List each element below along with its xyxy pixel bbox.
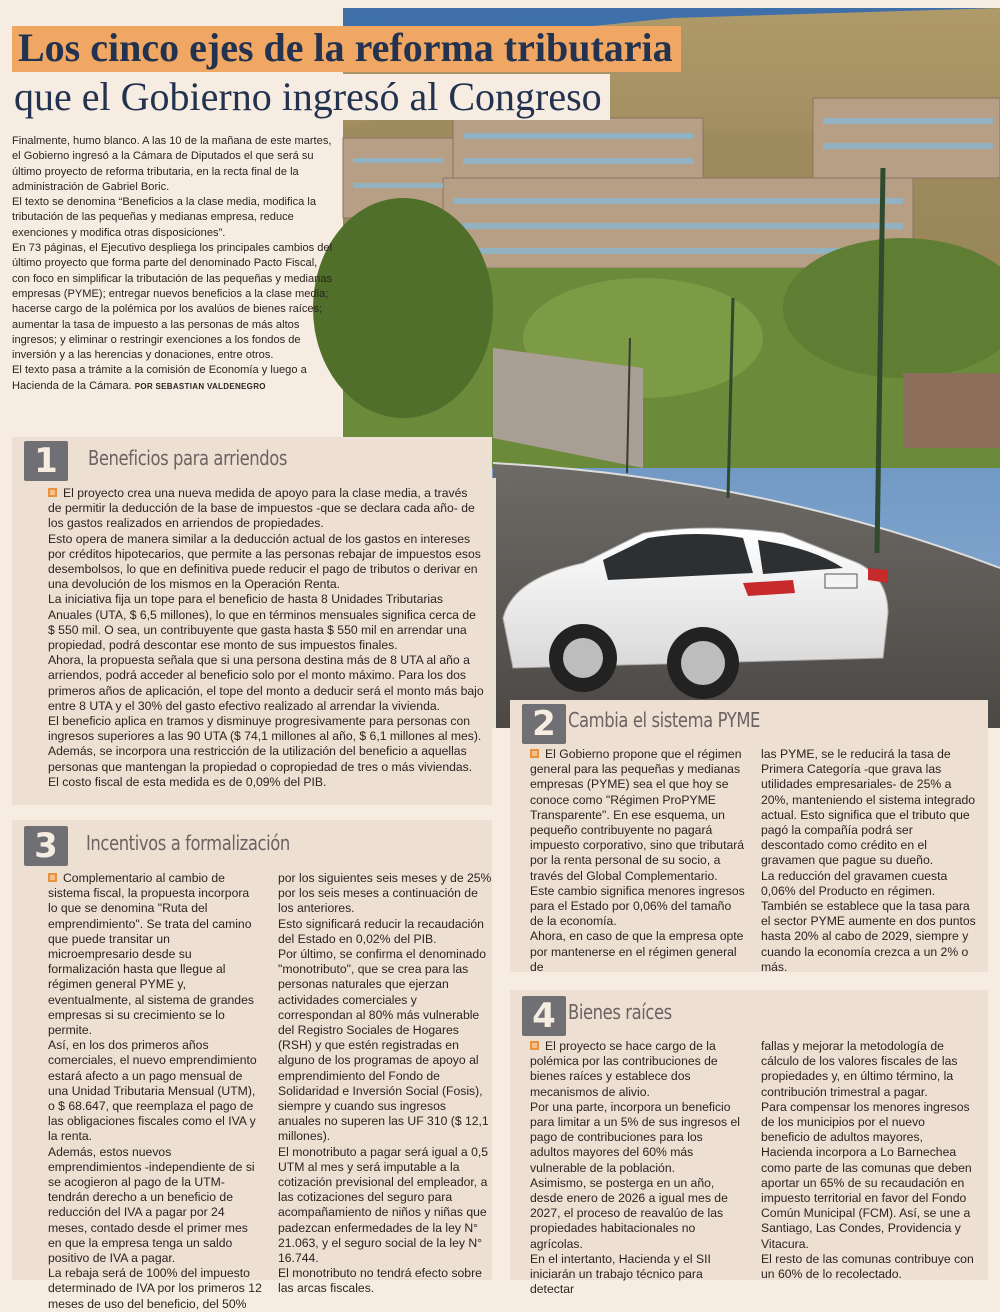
intro-paragraph: El texto se denomina “Beneficios a la clase media, modifica la tributación de las pequeñas y medianas empresa, reduce exenciones y modifica otras disposiciones”. (12, 196, 317, 239)
section-paragraph: Ahora, en caso de que la empresa opte por mantenerse en el régimen general de (530, 929, 744, 974)
section-3 (12, 820, 492, 1311)
section-paragraph: Para compensar los menores ingresos de los municipios por el nuevo beneficio de adultos mayores, Hacienda incorpora a Lo Barnechea como parte de las comunas que deben aportar un 65% de su recaudación en impuesto territorial en favor del Fondo Común Municipal (FCM). Así, se une a Santiago, Las Condes, Providencia y Vitacura. (761, 1099, 972, 1251)
section-2 (510, 700, 988, 972)
intro-paragraph: Finalmente, humo blanco. A las 10 de la mañana de este martes, el Gobierno ingresó a la Cámara de Diputados el que será su último proyecto de reforma tributaria, en la recta final de la administración de Gabriel Boric. (12, 135, 332, 193)
headline-line-1: Los cinco ejes de la reforma tributaria (12, 26, 681, 72)
section-paragraph: El proyecto se hace cargo de la polémica por las contribuciones de bienes raíces y establece dos mecanismos de alivio. (530, 1039, 718, 1099)
section-paragraph: La rebaja será de 100% del impuesto determinado de IVA por los primeros 12 meses de uso del beneficio, del 50% (48, 1266, 262, 1311)
column-right (278, 871, 492, 1312)
section-title: Beneficios para arriendos (88, 446, 288, 470)
section-paragraph: El costo fiscal de esta medida es de 0,09% del PIB. (48, 774, 327, 789)
headline (12, 26, 792, 120)
section-paragraph: También se establece que la tasa para el sector PYME aumente en dos puntos hasta 20% al cabo de 2029, siempre y cuando la economía crezca a un 2% o más. (761, 899, 976, 974)
section-paragraph: Además, estos nuevos emprendimientos -independiente de si se acogieron al pago de la UTM- tendrán derecho a un beneficio de reducción del IVA a pagar por 24 meses, contado desde el primer mes en que la empresa tenga un saldo positivo de IVA a pagar. (48, 1144, 255, 1266)
section-paragraph: Esto significará reducir la recaudación del Estado en 0,02% del PIB. (278, 916, 484, 946)
section-paragraph: Por último, se confirma el denominado "monotributo", que se crea para las personas naturales que ejerzan actividades comerciales y correspondan al 80% más vulnerable del Registro Sociales de Hogares (RSH) y que estén registradas en alguno de los programas de apoyo al emprendimiento del Fondo de Solidaridad e Inversión Social (Fosis), siempre y cuando sus ingresos anuales no superen las UF 310 ($ 12,1 millones). (278, 947, 489, 1144)
section-body (530, 1039, 976, 1297)
section-paragraph: fallas y mejorar la metodología de cálculo de los valores fiscales de las propiedades y, en último término, la contribución trimestral a pagar. (761, 1039, 958, 1099)
section-paragraph: las PYME, se le reducirá la tasa de Primera Categoría -que grava las utilidades empresariales- de 25% a 20%, manteniendo el sistema integrado actual. Esto significa que el tributo que pagó la compañía podrá ser descontado como crédito en el gravamen que pague su dueño. (761, 747, 976, 868)
section-paragraph: El beneficio aplica en tramos y disminuye progresivamente para personas con ingresos superiores a las 90 UTA ($ 74,1 millones al año, $ 6,1 millones al mes). Además, se incorpora una restricción de la utilización del beneficio a aquellas personas que mantengan la propiedad o copropiedad de tres o más viviendas. (48, 714, 482, 774)
section-body (48, 871, 492, 1312)
column-left (530, 1039, 745, 1297)
section-paragraph: Este cambio significa menores ingresos para el Estado por 0,06% del tamaño de la economía. (530, 883, 745, 929)
section-paragraph: El proyecto crea una nueva medida de apoyo para la clase media, a través de permitir la deducción de la base de impuestos -que se declara cada año- de los gastos realizados en arriendos de propiedades. (48, 486, 475, 531)
section-1 (12, 437, 492, 805)
bullet-icon (48, 488, 57, 497)
section-number: 1 (24, 441, 68, 481)
section-number: 2 (522, 704, 566, 744)
section-paragraph: Ahora, la propuesta señala que si una persona destina más de 8 UTA al año a arriendos, podrá acceder al beneficio solo por el monto máximo. Para los dos primeros años de aplicación, el tope del monto a deducir será el monto más bajo entre 8 UTA y el 30% del gasto efectivo realizado al arrendar la vivienda. (48, 653, 484, 713)
byline: POR SEBASTIAN VALDENEGRO (134, 381, 266, 391)
section-body (48, 486, 484, 790)
intro-last-text: El texto pasa a trámite a la comisión de Economía y luego a Hacienda de la Cámara. (12, 364, 307, 392)
section-number: 4 (522, 996, 566, 1036)
intro-paragraph: En 73 páginas, el Ejecutivo despliega los principales cambios del último proyecto que forma parte del denominado Pacto Fiscal, con foco en simplificar la tributación de las pequeñas y medianas empresas (PYME); entregar nuevos beneficios a la clase media; hacerse cargo de la polémica por los avalúos de bienes raíces; aumentar la tasa de impuesto a las personas de más altos ingresos; y eliminar o restringir exenciones a los fondos de inversión y a las herencias y donaciones, entre otros. (12, 242, 333, 362)
section-paragraph: Por una parte, incorpora un beneficio para limitar a un 5% de sus ingresos el pago de contribuciones para los adultos mayores del 60% más vulnerable de la población. (530, 1099, 741, 1175)
section-paragraph: El Gobierno propone que el régimen general para las pequeñas y medianas empresas (PYME) sea el que hoy se conoce como "Régimen ProPYME Transparente". En ese esquema, un pequeño contribuyente no pagará impuesto corporativo, sino que tributará por la renta personal de su socio, a través del Global Complementario. (530, 747, 745, 883)
section-4 (510, 990, 988, 1297)
section-paragraph: La reducción del gravamen cuesta 0,06% del Producto en régimen. (761, 868, 948, 898)
section-paragraph: El monotributo a pagar será igual a 0,5 UTM al mes y será imputable a la cotización previsional del empleador, a las cotizaciones del seguro para acompañamiento de niños y niñas que padezcan enfermedades de la ley N° 21.063, y el seguro social de la ley N° 16.744. (278, 1144, 489, 1266)
bullet-icon (530, 749, 539, 758)
section-paragraph: El monotributo no tendrá efecto sobre las arcas fiscales. (278, 1266, 482, 1296)
column-right (761, 1039, 976, 1297)
bullet-icon (48, 873, 57, 882)
section-title: Cambia el sistema PYME (568, 708, 761, 732)
section-paragraph: La iniciativa fija un tope para el beneficio de hasta 8 Unidades Tributarias Anuales (UTA, $ 6,5 millones), lo que en términos mensuales significa cerca de $ 550 mil. O sea, un contribuyente que gasta hasta $ 550 mil en arrendar una propiedad, podrá descontar ese monto de sus impuestos finales. (48, 592, 476, 653)
section-paragraph: Asimismo, se posterga en un año, desde enero de 2026 a igual mes de 2027, el proceso de reavalúo de las propiedades habitacionales no agrícolas. (530, 1175, 728, 1251)
section-paragraph: Así, en los dos primeros años comerciales, el nuevo emprendimiento estará afecto a un pago mensual de una Unidad Tributaria Mensual (UTM), o $ 68.647, que reemplaza el pago de las obligaciones fiscales como el IVA y la renta. (48, 1038, 257, 1144)
intro-text (12, 134, 334, 394)
section-paragraph: Esto opera de manera similar a la deducción actual de los gastos en intereses por créditos hipotecarios, que permite a las personas rebajar de impuestos esos desembolsos, lo que en definitiva puede reducir el pago de tributos o derivar en una devolución de los mismos en la Operación Renta. (48, 531, 481, 592)
section-paragraph: por los siguientes seis meses y de 25% por los seis meses a continuación de los anteriores. (278, 871, 492, 916)
section-title: Incentivos a formalización (86, 831, 290, 855)
section-title: Bienes raíces (568, 1000, 672, 1024)
section-paragraph: En el intertanto, Hacienda y el SII iniciarán un trabajo técnico para detectar (530, 1251, 711, 1297)
section-body (530, 747, 976, 975)
column-left (48, 871, 262, 1312)
section-number: 3 (24, 826, 68, 866)
column-left (530, 747, 745, 975)
headline-line-2: que el Gobierno ingresó al Congreso (12, 74, 610, 120)
column-right (761, 747, 976, 975)
section-paragraph: El resto de las comunas contribuye con un 60% de lo recolectado. (761, 1251, 974, 1282)
bullet-icon (530, 1041, 539, 1050)
intro-paragraph-last (12, 363, 334, 394)
section-paragraph: Complementario al cambio de sistema fiscal, la propuesta incorpora lo que se denomina "Ruta del emprendimiento". Se trata del camino que puede transitar un microempresario desde su formalización hasta que llegue al régimen general PYME y, eventualmente, al sistema de grandes empresas si su crecimiento se lo permite. (48, 871, 254, 1038)
